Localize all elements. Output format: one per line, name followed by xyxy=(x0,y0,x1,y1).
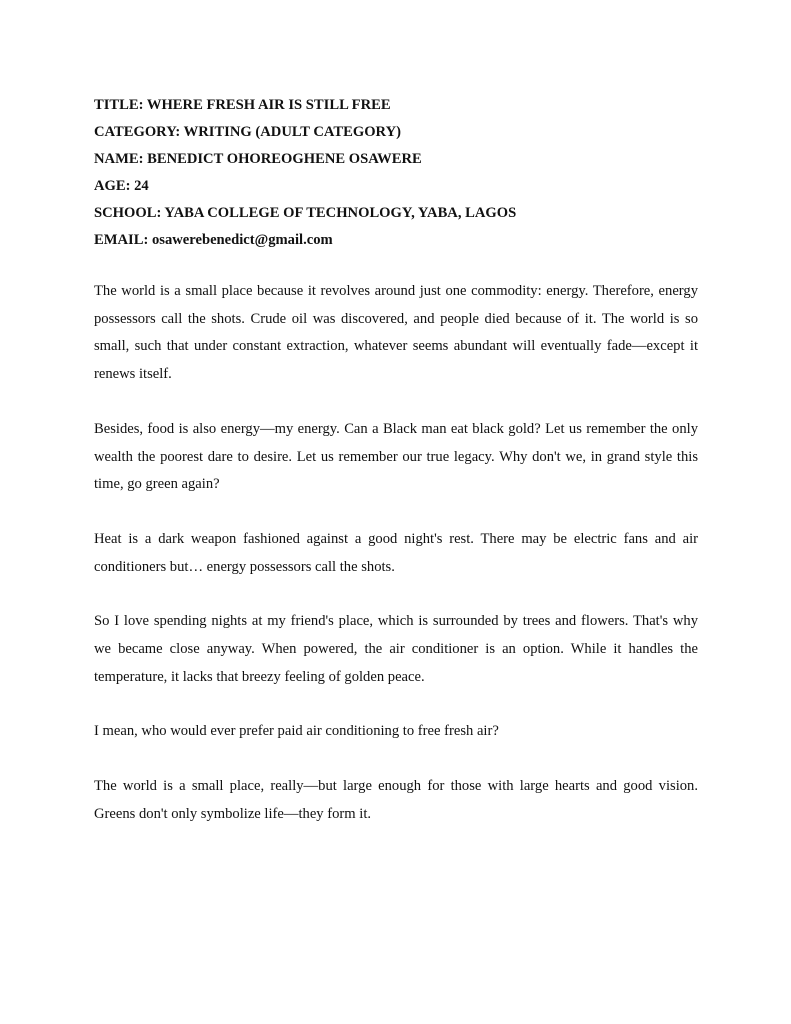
age-line: AGE: 24 xyxy=(94,178,149,194)
name-line: NAME: BENEDICT OHOREOGHENE OSAWERE xyxy=(94,151,422,167)
school-line: SCHOOL: YABA COLLEGE OF TECHNOLOGY, YABA, LAGOS xyxy=(94,205,517,221)
paragraph-2: Besides, food is also energy—my energy. Can a Black man eat black gold? Let us remember the only wealth the poorest dare to desire. Let us remember our true legacy. Why don't we, in grand style this time, go green again? xyxy=(94,420,698,493)
paragraph-4: So I love spending nights at my friend's place, which is surrounded by trees and flowers. That's why we became close anyway. When powered, the air conditioner is an option. While it handles the temperature, it lacks that breezy feeling of golden peace. xyxy=(94,613,698,685)
category-line: CATEGORY: WRITING (ADULT CATEGORY) xyxy=(94,124,401,140)
paragraph-3: Heat is a dark weapon fashioned against a good night's rest. There may be electric fans and air conditioners but… energy possessors call the shots. xyxy=(94,530,698,575)
paragraph-5: I mean, who would ever prefer paid air conditioning to free fresh air? xyxy=(94,723,499,740)
paragraph-1: The world is a small place because it revolves around just one commodity: energy. Therefore, energy possessors call the shots. Crude oil was discovered, and people died because of it. The world is so small, such that under constant extraction, whatever seems abundant will eventually fade—except it renews itself. xyxy=(94,283,698,383)
paragraph-6: The world is a small place, really—but large enough for those with large hearts and good vision. Greens don't only symbolize life—they form it. xyxy=(94,778,698,822)
submission-header xyxy=(94,92,698,254)
document-page xyxy=(94,92,698,856)
essay-body xyxy=(94,278,698,829)
title-line: TITLE: WHERE FRESH AIR IS STILL FREE xyxy=(94,97,391,113)
email-line: EMAIL: osawerebenedict@gmail.com xyxy=(94,232,333,248)
